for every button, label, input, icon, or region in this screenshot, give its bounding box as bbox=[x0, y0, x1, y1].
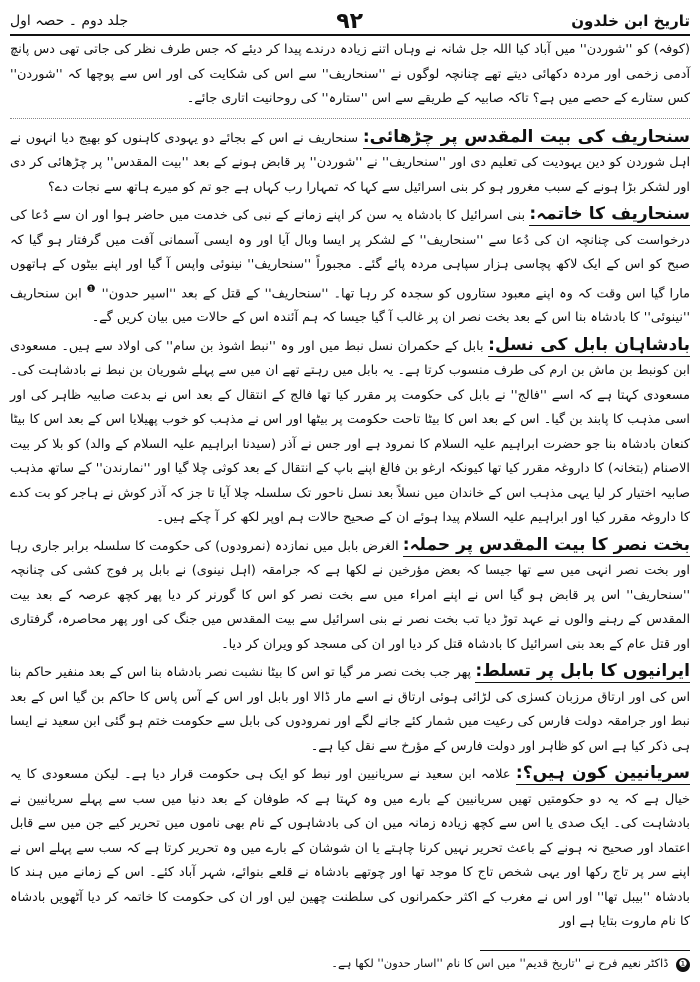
footnote bbox=[10, 954, 690, 972]
footnote-text: ڈاکٹر نعیم فرح نے ''تاریخ قدیم'' میں اس کا نام ''اسار حدون'' لکھا ہے۔ bbox=[331, 956, 669, 970]
section-paragraph bbox=[10, 659, 690, 759]
section-text: علامہ ابن سعید نے سریانیین اور نبط کو ایک ہی حکومت قرار دیا ہے۔ لیکن مسعودی کا یہ خیال ہے کہ یہ دو حکومتیں تھیں سریانیین کے بارے میں وہ کہتا ہے کہ طوفان کے بعد دنیا میں سب سے پہلے سریانیین نے بادشاہت کی۔ ایک صدی یا اس سے کچھ زیادہ زمانہ میں ان کی بادشاہوں کے نام بھی ناموں میں تحریر کیے جن میں سے قابل اعتماد اور صحیح نہ ہونے کے باعث تحریر نہیں کرنا چاہتے یا ان شوشان کے بارے میں وہ تحریر کرتا ہے کہ سب سے پہلے اس نے اپنے سر پر تاج رکھا اور یہی شخص تاج کا موجد تھا اور چوتھے بادشاہ نے قلعے بنوائے، شہر آباد کئے۔ اس کے زمانے میں ہند کا بادشاہ ''بیبل تھا'' اور اس نے مغرب کے اکثر حکمرانوں کی سلطنت چھین لیں اور ان کی حکومت کا خاتمہ کر دیا آٹھویں بادشاہ کا نام ماروت بتایا ہے اور bbox=[10, 767, 690, 930]
section-paragraph bbox=[10, 533, 690, 658]
section-paragraph bbox=[10, 333, 690, 531]
page-header bbox=[10, 8, 690, 36]
section-paragraph bbox=[10, 125, 690, 201]
section-paragraph bbox=[10, 761, 690, 935]
section-paragraph bbox=[10, 202, 690, 331]
section-text: الغرض بابل میں نمازدہ (نمرودوں) کی حکومت کا سلسلہ برابر جاری رہا اور بخت نصر انہی میں سے تھا جیسا کہ بعض مؤرخین نے لکھا ہے کہ جرامقہ (اہل نینوی) نے بابل پر فوج کشی کی چنانچہ ''سنحاریف'' اس پر قابض ہو گیا اس نے اپنے امراء میں سے بخت نصر کو اس کا گورنر کر دیا پھر کچھ عرصہ کے بعد بیت المقدس کے رہنے والوں نے عہد توڑ دیا تب بخت نصر نے بنی اسرائیل سے بیت المقدس میں جنگ کی اور پھر محاصرہ، گرفتاری اور قتل عام کے بعد بنی اسرائیل کا بادشاہ قتل کر دیا اور ان کی مسجد کو ویران کر دیا۔ bbox=[10, 538, 690, 652]
footnote-reference[interactable]: ❶ bbox=[86, 283, 97, 295]
page-body bbox=[10, 38, 690, 937]
section-heading: بادشاہان بابل کی نسل: bbox=[488, 334, 690, 355]
section-heading: سریانیین کون ہیں؟: bbox=[515, 763, 690, 784]
section-heading: ایرانیوں کا بابل پر تسلط: bbox=[475, 661, 691, 682]
section-text: بابل کے حکمران نسل نبط میں اور وہ ''نبط اشوذ بن سام'' کی اولاد سے ہیں۔ مسعودی ابن کونبط بن ماش بن ارم کی طرف منسوب کرتا ہے۔ یہ بابل میں رہتے تھے ان میں سے پہلے شوریان بن نبط نے بادشاہت کی۔ مسعودی کہتا ہے کہ اسے ''فالج'' نے بابل کی حکومت پر مقرر کیا تھا فالج کے انتقال کے بعد اس نے بدعت صابیہ ظاہر کی اور اسی مذہب کا پابند بن گیا۔ اس کے بعد اس کا بیٹا تاحت حکومت پر بیٹھا اور اس نے مذہب کو خوب پھیلایا اس کے بعد اس کا بیٹا کنعان بادشاہ بنا جو حضرت ابراہیم علیہ السلام کا نمرود ہے اور جس نے آذر (سیدنا ابراہیم علیہ السلام کے والد) کو بلا کر بیت الاصنام (بتخانہ) کا داروغہ مقرر کیا تھا کیونکہ ارغو بن فالغ اپنے باپ کے انتقال کے بعد کوثی چلا گیا اور ''نمارندن'' کے ساتھ مذہب صابیہ اختیار کر لیا یہی مذہب اس کے خاندان میں نسلاً بعد نسل ناحور تک سلسلہ چلا آیا تا جز کہ آذر کوش نے ہاجر کو بت کدے کا داروغہ مقرر کیا اور ابراہیم علیہ السلام پیدا ہوئے ان کے صحیح حالات ہم اوپر لکھ کر آ چکے ہیں۔ bbox=[10, 338, 690, 526]
section-heading: سنحاریف کی بیت المقدس پر چڑھائی: bbox=[362, 126, 690, 147]
section-text: بنی اسرائیل کا بادشاہ یہ سن کر اپنے زمانے کے نبی کی خدمت میں حاضر ہوا اور ان سے دُعا کی درخواست کی چنانچہ ان کی دُعا سے ''سنحاریف'' کے لشکر پر ایسا وبال آیا اور وہ ایسی آسمانی آفت میں گرفتار ہو گیا کہ صبح کو اس کے ایک لاکھ پچاسی ہزار سپاہی مردہ پائے گئے۔ مجبوراً ''سنحاریف'' نینوئی واپس آ گیا اور اپنے بیٹوں کے ہاتھوں مارا گیا اس وقت کہ وہ اپنے معبود ستاروں کو سجدہ کر رہا تھا۔ ''سنحاریف'' کے قتل کے بعد ''اسیر حدون'' bbox=[10, 208, 690, 301]
section-text: پھر جب بخت نصر مر گیا تو اس کا بیٹا نشبت نصر بادشاہ بنا اس کے بعد منفیر حاکم بنا اس کی اور ارتاق مرزبان کسرٰی کی لڑائی ہوئی ارتاق نے اسے مار ڈالا اور بابل اور اس کے آس پاس کا حاکم بن گیا اس کے بعد نبط اور جرامقہ دولت فارس کی رعیت میں شمار کئے جانے لگے اور نمرودوں کی بابل سے حکومت ختم ہو گئی ابن سعید نے ایسا ہی ذکر کیا ہے اس کو ظاہر اور دولت فارس کے مؤرخ سے نقل کیا ہے۔ bbox=[10, 665, 690, 754]
section-heading: سنحاریف کا خاتمہ: bbox=[529, 204, 690, 224]
section-text: سنحاریف نے اس کے بجائے دو یہودی کاہنوں کو بھیج دیا انہوں نے اہل شوردن کو دین یہودیت کی تعلیم دی اور ''سنحاریف'' نے ''شوردن'' پر قابض ہونے کے بعد ''بیت المقدس'' پر چڑھائی کر دی اور لشکر بڑا ہونے کے سبب مغرور ہو کر بنی اسرائیل سے کہا کہ تمہارا رب کہاں ہے جو تم کو میرے ہاتھ سے نجات دے؟ bbox=[10, 130, 690, 195]
footnote-divider bbox=[480, 950, 690, 951]
page-number: ۹۲ bbox=[336, 8, 364, 34]
intro-paragraph: (کوفہ) کو ''شوردن'' میں آباد کیا اللہ جل شانہ نے وہاں اتنے زیادہ درندے پیدا کر دیئے کہ جس طرف نظر کی جاتی تھی دس پانچ آدمی زخمی اور مردہ دکھائی دیتے تھے چنانچہ لوگوں نے ''سنحاریف'' سے اس کی شکایت کی اور اس سے پوچھا کہ ''شوردن'' کس ستارے کے حصے میں ہے؟ تاکہ صابیہ کے طریقے سے اس ''ستارہ'' کی روحانیت اتاری جائے۔ bbox=[10, 38, 690, 119]
footnote-number: ❶ bbox=[676, 958, 690, 972]
volume-label: جلد دوم ۔ حصہ اول bbox=[10, 13, 129, 29]
book-title: تاریخ ابن خلدون bbox=[571, 12, 690, 30]
section-text-continued: ابن سنحاریف ''نینوئی'' کا بادشاہ بنا اس کے بعد بخت نصر ان پر غالب آ گیا جیسا کہ ہم آئندہ اس کے حالات میں بیان کریں گے۔ bbox=[10, 285, 690, 326]
section-heading: بخت نصر کا بیت المقدس پر حملہ: bbox=[402, 534, 690, 555]
